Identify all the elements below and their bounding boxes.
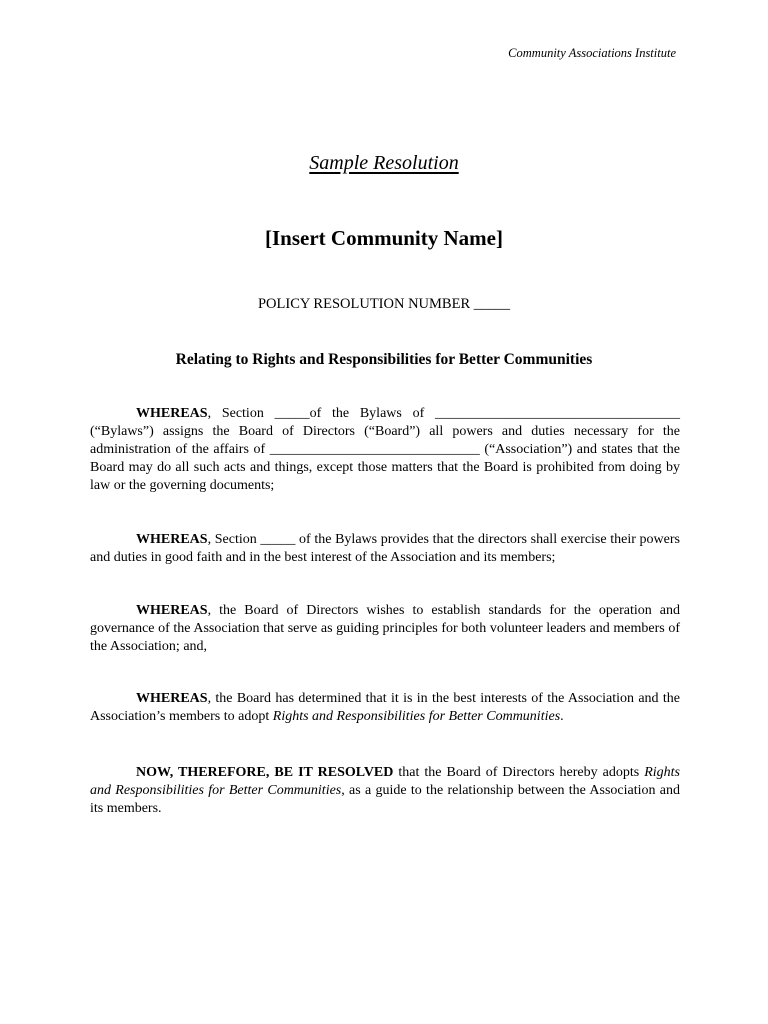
whereas-paragraph-best-interests [90, 690, 680, 726]
resolved-label: NOW, THEREFORE, BE IT RESOLVED [136, 765, 394, 780]
paragraph-text: , Section [207, 406, 275, 421]
whereas-label: WHEREAS [136, 691, 208, 706]
paragraph-text: , the Board has determined that it is in the best interests of the Association and the Association’s members to adopt [90, 691, 680, 724]
paragraph-text: , Section [207, 532, 261, 547]
section-number-blank: _____ [260, 532, 296, 547]
paragraph-text: , as a guide to the relationship between the Association and its members. [90, 783, 680, 816]
whereas-paragraph-bylaws [90, 405, 680, 495]
paragraph-text: of the Bylaws of [309, 406, 435, 421]
section-number-blank: _____ [274, 406, 310, 421]
whereas-label: WHEREAS [136, 603, 208, 618]
resolution-subtitle: Relating to Rights and Responsibilities for Better Communities [175, 351, 593, 368]
paragraph-text: . [560, 709, 564, 724]
resolved-paragraph [90, 764, 680, 818]
paragraph-text: (“Association”) and states that the Board may do all such acts and things, except those matters that the Board is prohibited from doing by law or the governing documents; [90, 442, 680, 493]
paragraph-text: that the Board of Directors hereby adopts [393, 765, 645, 780]
whereas-label: WHEREAS [136, 406, 208, 421]
paragraph-text: (“Bylaws”) assigns the Board of Directors (“Board”) all powers and duties necessary for the administration of the affairs of [90, 424, 680, 457]
whereas-paragraph-good-faith [90, 531, 680, 567]
community-name-placeholder: [Insert Community Name] [265, 226, 503, 250]
association-name-blank: ______________________________ [269, 442, 480, 457]
document-reference: Rights and Responsibilities for Better Communities [90, 765, 680, 798]
document-title: Sample Resolution [309, 152, 459, 174]
whereas-label: WHEREAS [136, 532, 208, 547]
whereas-paragraph-standards [90, 602, 680, 656]
bylaws-name-blank: ___________________________________ [435, 406, 680, 421]
paragraph-text: of the Bylaws provides that the directors shall exercise their powers and duties in good faith and in the best interest of the Association and its members; [90, 532, 680, 565]
paragraph-text: , the Board of Directors wishes to establish standards for the operation and governance of the Association that serve as guiding principles for both volunteer leaders and members of the Association; and, [90, 603, 680, 654]
header-organization: Community Associations Institute [508, 46, 676, 60]
document-reference: Rights and Responsibilities for Better Communities [272, 709, 561, 724]
policy-resolution-number: POLICY RESOLUTION NUMBER _____ [257, 296, 510, 312]
